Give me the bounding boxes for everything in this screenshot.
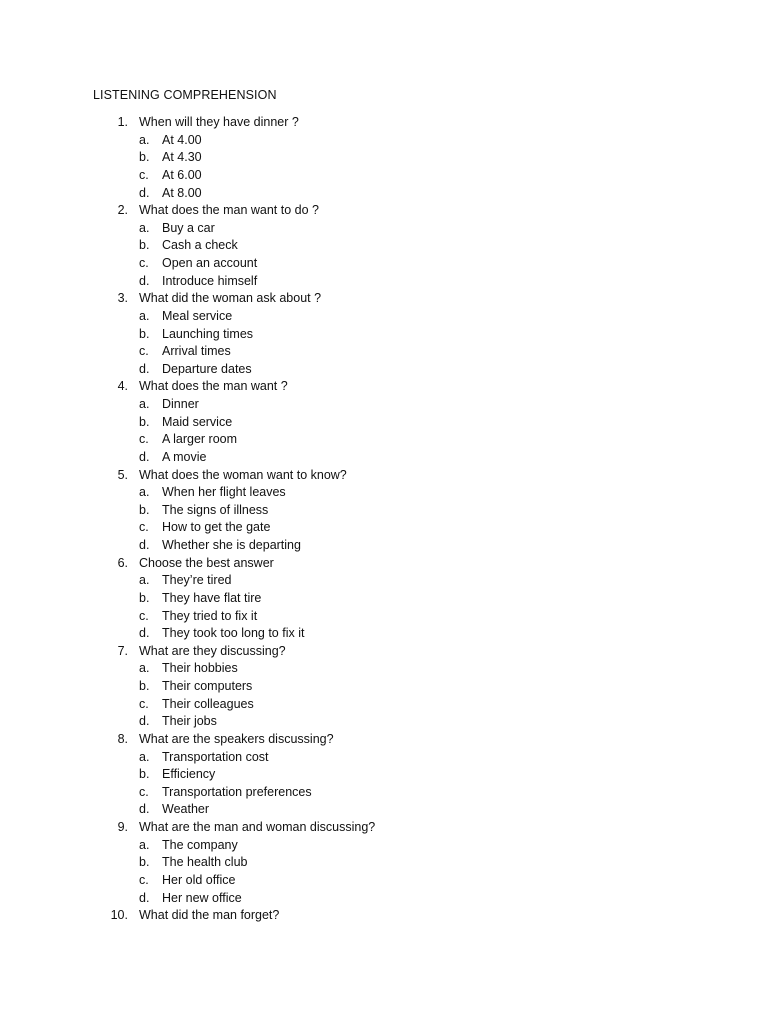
option-letter: a. <box>139 308 150 323</box>
answer-option <box>0 255 768 273</box>
option-letter: c. <box>139 520 149 535</box>
answer-option <box>0 572 768 590</box>
question-item <box>0 290 768 308</box>
answer-option <box>0 220 768 238</box>
question-item <box>0 731 768 749</box>
option-letter: a. <box>139 132 150 147</box>
option-letter: d. <box>139 890 150 905</box>
answer-option <box>0 713 768 731</box>
option-letter: c. <box>139 256 149 270</box>
option-text: How to get the gate <box>162 520 271 535</box>
question-item <box>0 114 768 132</box>
option-text: At 6.00 <box>162 167 202 182</box>
question-number: 2. <box>117 203 128 218</box>
option-letter: c. <box>139 432 149 447</box>
question-item <box>0 202 768 220</box>
question-text: What are the speakers discussing? <box>139 731 334 746</box>
option-letter: a. <box>139 661 150 676</box>
option-text: Transportation preferences <box>162 784 312 799</box>
answer-option <box>0 431 768 449</box>
option-text: A larger room <box>162 432 238 447</box>
answer-option <box>0 484 768 502</box>
option-letter: a. <box>139 749 150 764</box>
option-text: Departure dates <box>162 361 252 376</box>
answer-option <box>0 801 768 819</box>
option-text: The health club <box>162 855 248 870</box>
option-letter: a. <box>139 573 150 588</box>
option-letter: d. <box>139 714 150 729</box>
option-letter: b. <box>139 855 150 870</box>
question-text: When will they have dinner ? <box>139 115 299 129</box>
option-text: Cash a check <box>162 238 238 253</box>
answer-option <box>0 890 768 908</box>
question-number: 9. <box>117 820 128 834</box>
option-text: A movie <box>162 449 207 464</box>
option-text: They have flat tire <box>162 590 262 605</box>
option-text: Her old office <box>162 872 236 887</box>
option-text: Meal service <box>162 308 233 323</box>
question-item <box>0 819 768 837</box>
question-number: 3. <box>117 291 128 306</box>
answer-option <box>0 132 768 150</box>
option-text: They took too long to fix it <box>162 626 305 641</box>
option-letter: b. <box>139 502 150 517</box>
answer-option <box>0 519 768 537</box>
option-letter: b. <box>139 326 150 341</box>
answer-option <box>0 837 768 855</box>
option-letter: c. <box>139 784 149 799</box>
question-text: What did the woman ask about ? <box>139 291 322 306</box>
answer-option <box>0 872 768 890</box>
question-item <box>0 555 768 573</box>
answer-option <box>0 343 768 361</box>
option-letter: a. <box>139 397 150 411</box>
option-letter: c. <box>139 696 149 711</box>
option-letter: c. <box>139 608 149 623</box>
option-text: Open an account <box>162 256 258 270</box>
answer-option <box>0 678 768 696</box>
option-letter: c. <box>139 872 149 887</box>
question-text: Choose the best answer <box>139 555 274 570</box>
option-letter: d. <box>139 361 150 376</box>
option-text: Arrival times <box>162 344 231 359</box>
option-text: Whether she is departing <box>162 538 301 552</box>
option-text: They’re tired <box>162 573 232 588</box>
option-text: Transportation cost <box>162 749 269 764</box>
option-text: Buy a car <box>162 220 215 235</box>
answer-option <box>0 784 768 802</box>
answer-option <box>0 361 768 379</box>
question-text: What are they discussing? <box>139 643 286 658</box>
option-letter: c. <box>139 167 149 182</box>
option-text: Weather <box>162 802 210 817</box>
answer-option <box>0 149 768 167</box>
answer-option <box>0 696 768 714</box>
document-title: LISTENING COMPREHENSION <box>93 88 277 102</box>
question-text: What does the woman want to know? <box>139 467 347 482</box>
question-number: 7. <box>117 643 128 658</box>
question-number: 1. <box>117 115 128 129</box>
question-text: What does the man want to do ? <box>139 203 319 218</box>
answer-option <box>0 749 768 767</box>
option-text: Her new office <box>162 890 242 905</box>
option-text: At 8.00 <box>162 185 202 200</box>
option-letter: d. <box>139 538 150 552</box>
question-number: 4. <box>117 379 128 394</box>
answer-option <box>0 396 768 414</box>
option-text: Their jobs <box>162 714 217 729</box>
answer-option <box>0 537 768 555</box>
answer-option <box>0 414 768 432</box>
option-letter: b. <box>139 414 150 429</box>
option-letter: a. <box>139 485 150 500</box>
question-number: 5. <box>117 467 128 482</box>
option-text: At 4.30 <box>162 150 202 165</box>
option-letter: d. <box>139 802 150 817</box>
option-letter: c. <box>139 344 149 359</box>
question-item <box>0 643 768 661</box>
answer-option <box>0 237 768 255</box>
option-letter: d. <box>139 449 150 464</box>
option-text: Their hobbies <box>162 661 238 676</box>
option-letter: b. <box>139 679 150 693</box>
option-text: They tried to fix it <box>162 608 258 623</box>
option-letter: a. <box>139 837 150 852</box>
answer-option <box>0 590 768 608</box>
answer-option <box>0 660 768 678</box>
answer-option <box>0 449 768 467</box>
answer-option <box>0 608 768 626</box>
question-text: What does the man want ? <box>139 379 288 394</box>
option-letter: d. <box>139 626 150 641</box>
question-number: 10. <box>110 908 128 923</box>
option-letter: b. <box>139 590 150 605</box>
answer-option <box>0 185 768 203</box>
answer-option <box>0 273 768 291</box>
answer-option <box>0 502 768 520</box>
question-item <box>0 907 768 925</box>
answer-option <box>0 766 768 784</box>
option-text: When her flight leaves <box>162 485 286 500</box>
question-number: 6. <box>117 555 128 570</box>
option-letter: b. <box>139 150 150 165</box>
answer-option <box>0 854 768 872</box>
option-letter: d. <box>139 185 150 200</box>
option-text: Introduce himself <box>162 273 258 288</box>
answer-option <box>0 167 768 185</box>
answer-option <box>0 326 768 344</box>
option-letter: d. <box>139 273 150 288</box>
option-text: Launching times <box>162 326 254 341</box>
option-text: Efficiency <box>162 767 216 782</box>
option-letter: a. <box>139 220 150 235</box>
question-list <box>0 114 768 925</box>
answer-option <box>0 308 768 326</box>
option-text: Dinner <box>162 397 199 411</box>
option-text: At 4.00 <box>162 132 202 147</box>
option-text: Maid service <box>162 414 233 429</box>
question-number: 8. <box>117 731 128 746</box>
question-text: What did the man forget? <box>139 908 280 923</box>
question-item <box>0 378 768 396</box>
option-text: The signs of illness <box>162 502 269 517</box>
option-letter: b. <box>139 238 150 253</box>
option-letter: b. <box>139 767 150 782</box>
question-text: What are the man and woman discussing? <box>139 820 376 834</box>
option-text: Their colleagues <box>162 696 254 711</box>
answer-option <box>0 625 768 643</box>
option-text: The company <box>162 837 238 852</box>
question-item <box>0 467 768 485</box>
option-text: Their computers <box>162 679 253 693</box>
